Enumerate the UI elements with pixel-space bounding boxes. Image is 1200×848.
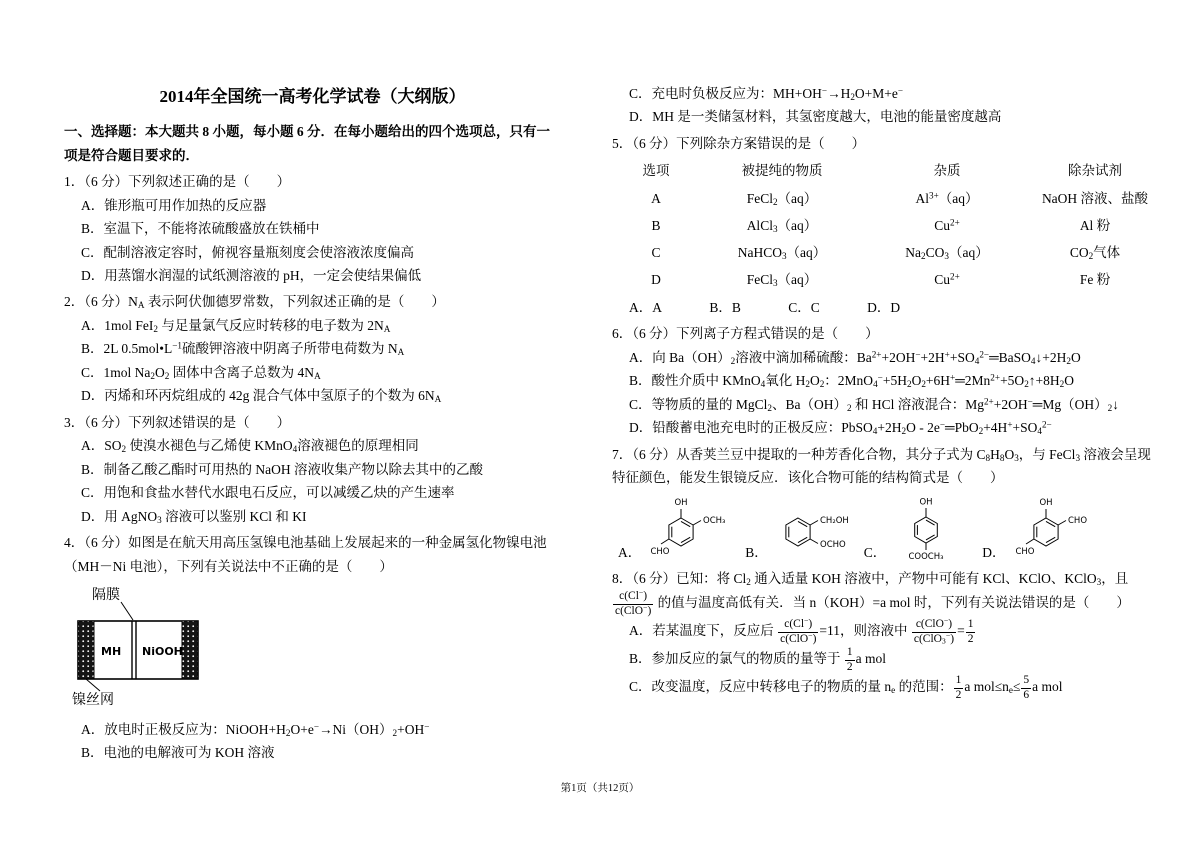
q2-option-b: B．2L $0.5mol•L^{-1}$硫酸钾溶液中阴离子所带电荷数为 $N_A$ [81, 340, 405, 358]
q4-option-c: C．充电时负极反应为：$MH+OH^-\to H_2O+M+e^-$ [629, 85, 904, 102]
q7-structure-b-label: B． [745, 544, 768, 560]
q5-answer-d: D．D [867, 299, 901, 315]
q5-cell: B [651, 217, 661, 233]
q7-structure-d [982, 494, 1105, 564]
q5-answer-b: B．B [709, 299, 741, 315]
q8-option-c: C．改变温度，反应中转移电子的物质的量 $n_e$ 的范围： $\frac{1}{2}$ a $mol\le n_e\le$ $\frac{5}{6}$ a mol [629, 674, 1063, 701]
q7d-cho-bottom-label: CHO [1015, 546, 1035, 557]
question-3 [64, 411, 561, 528]
benzene-structure-c [886, 494, 978, 564]
q7d-oh-label: OH [1038, 497, 1053, 508]
q8-option-a: A．若某温度下，反应后 $\frac{c(Cl^-)}{c(ClO^-)}$ =11，则溶液中 $\frac{c(ClO^-)}{c(ClO_3^-)}$ = $\frac{1}{2}$ [629, 616, 974, 646]
q7b-ch2oh-label: CH₂OH [819, 515, 849, 526]
q5-cell: NaHCO$_3$（aq） [737, 245, 827, 262]
q6-option-b: B．酸性介质中 KMnO$_4$氧化 $H_2O_2$：$2MnO_4^-+5H_2O_2+6H^+═2Mn^{2+}+5O_2↑+8H_2O$ [629, 372, 1074, 389]
benzene-structure-b [768, 494, 860, 564]
q2-option-a: A．1mol FeI$_2$ 与足量氯气反应时转移的电子数为 $2N_A$ [81, 317, 391, 334]
q5-cell: D [651, 272, 661, 288]
q5-purification-table [620, 161, 1160, 290]
q6-option-a: A．向 $Ba(OH)_2$溶液中滴加稀硫酸：$Ba^{2+}+2OH^-+2H^++SO_4^{2-}═BaSO_4↓+2H_2O$ [629, 349, 1081, 366]
q7a-och3-label: OCH₃ [703, 515, 726, 526]
q5-cell: NaOH 溶液、盐酸 [1041, 190, 1149, 206]
benzene-structure-d [1006, 494, 1106, 564]
battery-diagram [66, 584, 264, 708]
q5-col-header: 除杂试剂 [1068, 163, 1122, 179]
q4-stem: 4．（6 分）如图是在航天用高压氢镍电池基础上发展起来的一种金属氢化物镍电池（MH－Ni 电池），下列有关说法中不正确的是（ ） [64, 535, 547, 574]
q5-cell: FeCl$_2$（aq） [746, 190, 818, 207]
q4-option-d: D．MH 是一类储氢材料，其氢密度越大，电池的能量密度越高 [629, 109, 1002, 125]
q5-cell: $Al^{3+}(aq)$ [915, 190, 979, 206]
q3-option-c: C．用饱和食盐水替代水跟电石反应，可以减缓乙炔的产生速率 [81, 485, 455, 501]
q7-structure-c [864, 494, 979, 564]
q5-cell: $Cu^{2+}$ [934, 217, 960, 233]
q5-cell: $Cu^{2+}$ [934, 271, 960, 288]
q5-stem: 5．（6 分）下列除杂方案错误的是（ ） [612, 135, 866, 151]
question-7 [612, 443, 1160, 564]
q1-option-b: B．室温下，不能将浓硫酸盛放在铁桶中 [81, 221, 320, 237]
right-column [612, 82, 1160, 702]
q2-option-c: C．1mol $Na_2O_2$ 固体中含离子总数为 $4N_A$ [81, 364, 321, 381]
page-title: 2014年全国统一高考化学试卷（大纲版） [159, 87, 466, 106]
q1-option-d: D．用蒸馏水润湿的试纸测溶液的 pH，一定会使结果偏低 [81, 268, 422, 283]
question-2 [64, 290, 561, 407]
q7-structure-b [745, 494, 860, 564]
q5-cell: Al 粉 [1079, 217, 1111, 233]
q3-option-b: B．制备乙酸乙酯时可用热的 NaOH 溶液收集产物以除去其中的乙酸 [81, 461, 483, 477]
q5-answer-c: C．C [788, 299, 820, 315]
q1-option-c: C．配制溶液定容时，俯视容量瓶刻度会使溶液浓度偏高 [81, 244, 415, 260]
q7c-coome-label: COOCH₃ [908, 551, 944, 562]
q7-structures-row [618, 494, 1160, 564]
q5-cell: A [651, 190, 661, 206]
q2-stem: 2．（6 分）$N_A$ 表示阿伏伽德罗常数，下列叙述正确的是（ ） [64, 294, 445, 311]
membrane-label: 隔膜 [92, 588, 120, 604]
mh-electrode-label: MH [101, 645, 122, 659]
q5-cell: Fe 粉 [1079, 272, 1111, 288]
q7-structure-a [618, 494, 741, 564]
benzene-structure-a [641, 494, 741, 564]
q5-cell: $CO_2$气体 [1069, 245, 1121, 262]
q5-col-header: 杂质 [933, 163, 961, 179]
q5-cell: AlCl$_3$（aq） [746, 217, 818, 234]
q7c-oh-label: OH [919, 497, 933, 508]
q7-stem: 7．（6 分）从香荚兰豆中提取的一种芳香化合物，其分子式为 $C_8H_8O_3$，与 FeCl$_3$ 溶液会呈现特征颜色，能发生银镜反应．该化合物可能的结构简式是（ ） [612, 446, 1151, 486]
q3-option-d: D．用 AgNO$_3$ 溶液可以鉴别 KCl 和 KI [81, 508, 307, 525]
q7-structure-d-label: D． [982, 544, 1006, 560]
battery-figure [66, 584, 561, 715]
nickel-mesh-label: 镍丝网 [72, 693, 114, 709]
q5-cell: C [651, 245, 661, 261]
q3-stem: 3．（6 分）下列叙述错误的是（ ） [64, 414, 291, 430]
q2-option-d: D．丙烯和环丙烷组成的 42g 混合气体中氢原子的个数为 $6N_A$ [81, 388, 442, 405]
q4-option-a: A．放电时正极反应为：$NiOOH+H_2O+e^-\to Ni(OH)_2+OH^-$ [81, 721, 430, 738]
q6-stem: 6．（6 分）下列离子方程式错误的是（ ） [612, 326, 879, 342]
question-1 [64, 170, 561, 287]
question-6 [612, 322, 1160, 439]
page-footer: 第1页（共12页） [560, 783, 640, 794]
q8-stem: 8．（6 分）已知：将 $Cl_2$ 通入适量 KOH 溶液中，产物中可能有 KCl、KClO、KClO$_3$，且 $\frac{c(Cl^-)}{c(ClO^-)}$ 的值与温度高低有关．当 n（KOH）=a mol 时，下列有关说法错误的是（ ） [612, 570, 1130, 617]
q7a-cho-label: CHO [650, 546, 670, 557]
q7-structure-c-label: C． [863, 544, 887, 560]
question-4 [64, 531, 561, 764]
right-electrode-wall [182, 621, 198, 679]
q5-answer-a: A．A [629, 299, 662, 315]
q5-answer-options [612, 296, 1160, 319]
q7a-oh-label: OH [674, 497, 688, 508]
q7d-cho-right-label: CHO [1067, 515, 1087, 526]
q5-col-header: 选项 [642, 163, 670, 179]
q5-col-header: 被提纯的物质 [741, 163, 823, 179]
q7-structure-a-label: A． [618, 544, 642, 560]
question-8 [612, 567, 1160, 703]
section-header: 一、选择题：本大题共 8 小题，每小题 6 分．在每小题给出的四个选项总，只有一项是符合题目要求的． [64, 124, 550, 163]
q4-option-b: B．电池的电解液可为 KOH 溶液 [81, 745, 275, 761]
q3-option-a: A．$SO_2$ 使溴水褪色与乙烯使 KMnO$_4$溶液褪色的原理相同 [81, 438, 419, 455]
q5-cell: $Na_2CO_3(aq)$ [905, 245, 989, 262]
q8-option-b: B．参加反应的氯气的物质的量等于 $\frac{1}{2}$ a mol [629, 646, 886, 673]
question-5 [612, 132, 1160, 319]
q7b-ocho-label: OCHO [819, 539, 846, 550]
left-electrode-wall [78, 621, 94, 679]
niooh-electrode-label: NiOOH [142, 645, 183, 659]
q1-option-a: A．锥形瓶可用作加热的反应器 [81, 197, 267, 213]
q6-option-c: C．等物质的量的 MgCl$_2$、$Ba(OH)_2$ 和 HCl 溶液混合：$Mg^{2+}+2OH^-═Mg(OH)_2↓$ [629, 396, 1119, 413]
q5-cell: FeCl$_3$（aq） [746, 272, 818, 289]
q1-stem: 1．（6 分）下列叙述正确的是（ ） [64, 174, 291, 190]
left-column [64, 86, 561, 765]
q6-option-d: D．铅酸蓄电池充电时的正极反应：$PbSO_4+2H_2O$ - $2e^-═PbO_2+4H^++SO_4^{2-}$ [629, 419, 1052, 436]
